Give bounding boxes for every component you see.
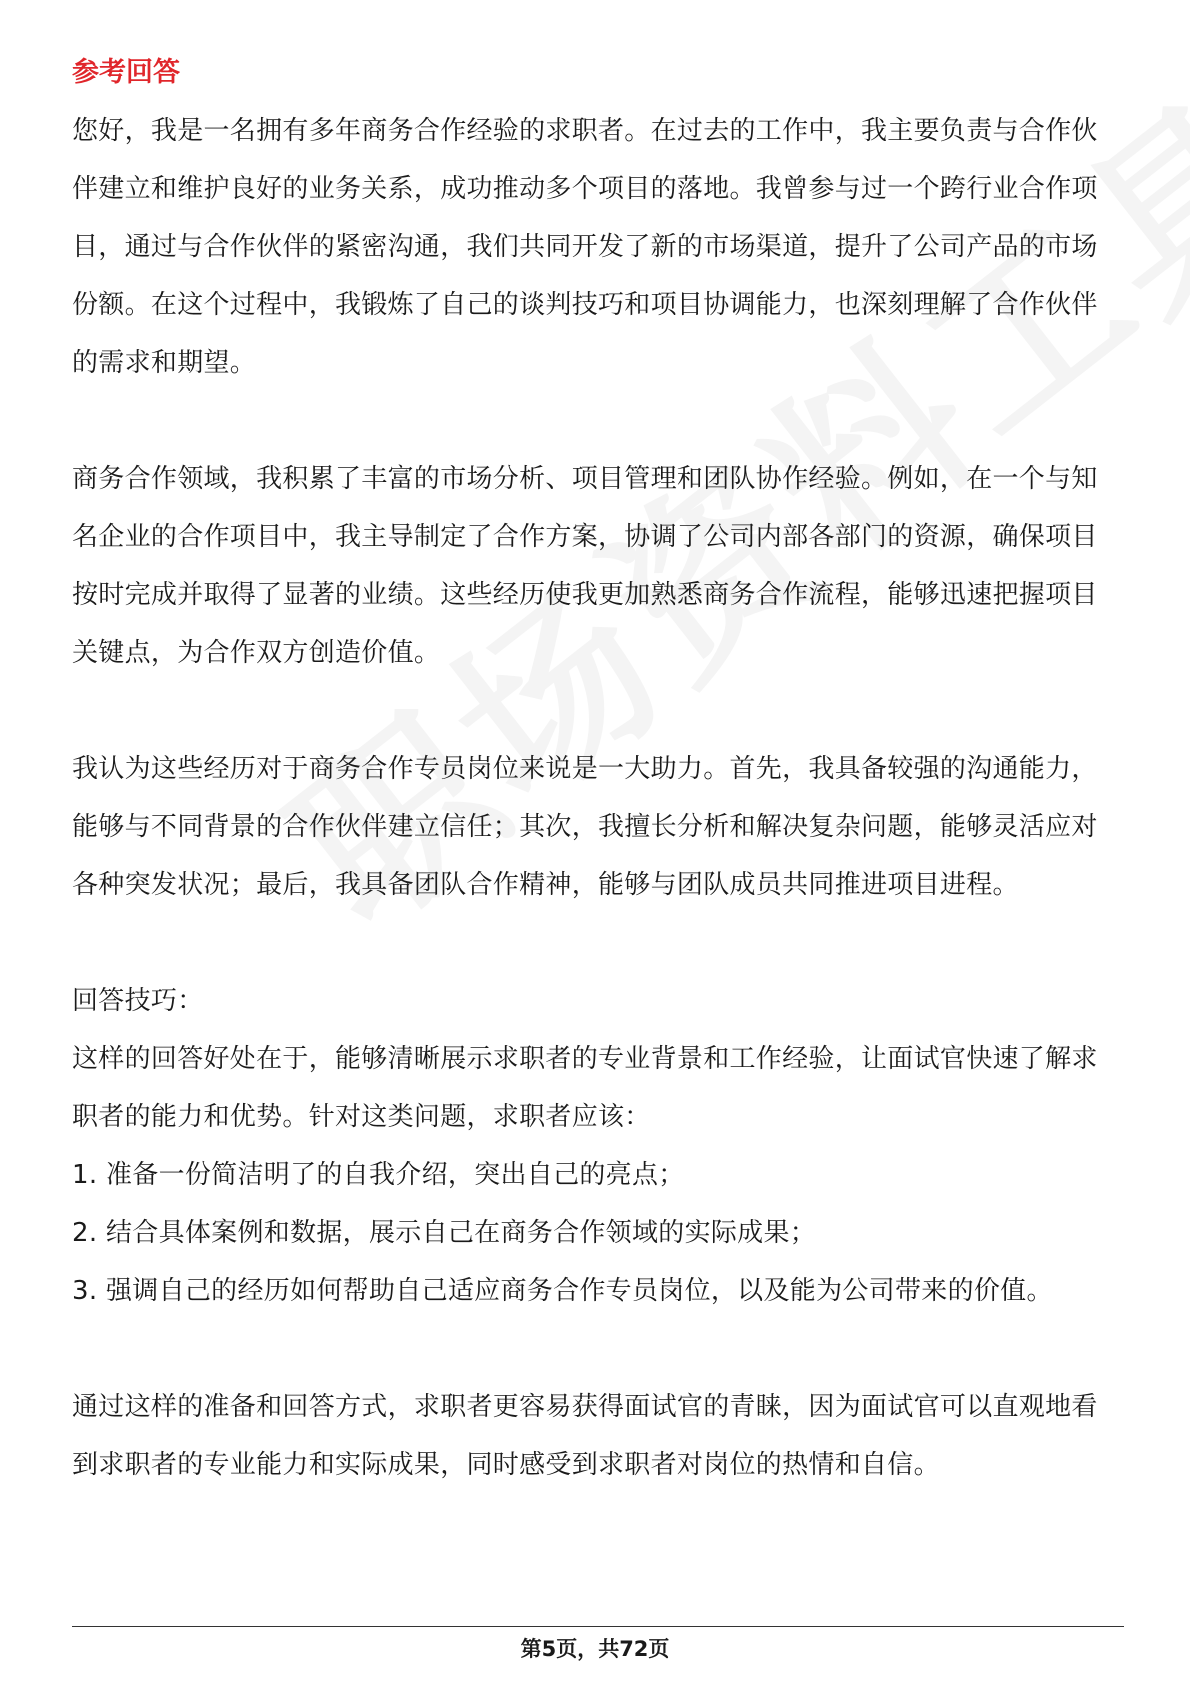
answer-paragraph-2: 商务合作领域，我积累了丰富的市场分析、项目管理和团队协作经验。例如，在一个与知名企业的合作项目中，我主导制定了合作方案，协调了公司内部各部门的资源，确保项目按时完成并取得了显著的业绩。这些经历使我更加熟悉商务合作流程，能够迅速把握项目关键点，为合作双方创造价值。 — [72, 464, 1098, 668]
tips-intro: 这样的回答好处在于，能够清晰展示求职者的专业背景和工作经验，让面试官快速了解求职者的能力和优势。针对这类问题，求职者应该： — [72, 1044, 1098, 1132]
answer-paragraph-3: 我认为这些经历对于商务合作专员岗位来说是一大助力。首先，我具备较强的沟通能力，能够与不同背景的合作伙伴建立信任；其次，我擅长分析和解决复杂问题，能够灵活应对各种突发状况；最后，我具备团队合作精神，能够与团队成员共同推进项目进程。 — [72, 754, 1098, 900]
paragraph-gap — [72, 392, 1122, 450]
tips-item-2: 2. 结合具体案例和数据，展示自己在商务合作领域的实际成果； — [72, 1218, 817, 1248]
answer-paragraph-1: 您好，我是一名拥有多年商务合作经验的求职者。在过去的工作中，我主要负责与合作伙伴建立和维护良好的业务关系，成功推动多个项目的落地。我曾参与过一个跨行业合作项目，通过与合作伙伴的紧密沟通，我们共同开发了新的市场渠道，提升了公司产品的市场份额。在这个过程中，我锻炼了自己的谈判技巧和项目协调能力，也深刻理解了合作伙伴的需求和期望。 — [72, 116, 1098, 378]
paragraph-gap — [72, 914, 1122, 972]
tips-heading: 回答技巧： — [72, 986, 204, 1016]
tips-item-3: 3. 强调自己的经历如何帮助自己适应商务合作专员岗位，以及能为公司带来的价值。 — [72, 1276, 1053, 1306]
document-body — [72, 44, 1122, 1494]
section-title: 参考回答 — [72, 57, 180, 88]
paragraph-gap — [72, 682, 1122, 740]
page-number: 第5页，共72页 — [520, 1637, 670, 1661]
tips-item-1: 1. 准备一份简洁明了的自我介绍，突出自己的亮点； — [72, 1160, 685, 1190]
paragraph-gap — [72, 1320, 1122, 1378]
footer-divider — [72, 1626, 1124, 1627]
conclusion-paragraph: 通过这样的准备和回答方式，求职者更容易获得面试官的青睐，因为面试官可以直观地看到求职者的专业能力和实际成果，同时感受到求职者对岗位的热情和自信。 — [72, 1392, 1098, 1480]
